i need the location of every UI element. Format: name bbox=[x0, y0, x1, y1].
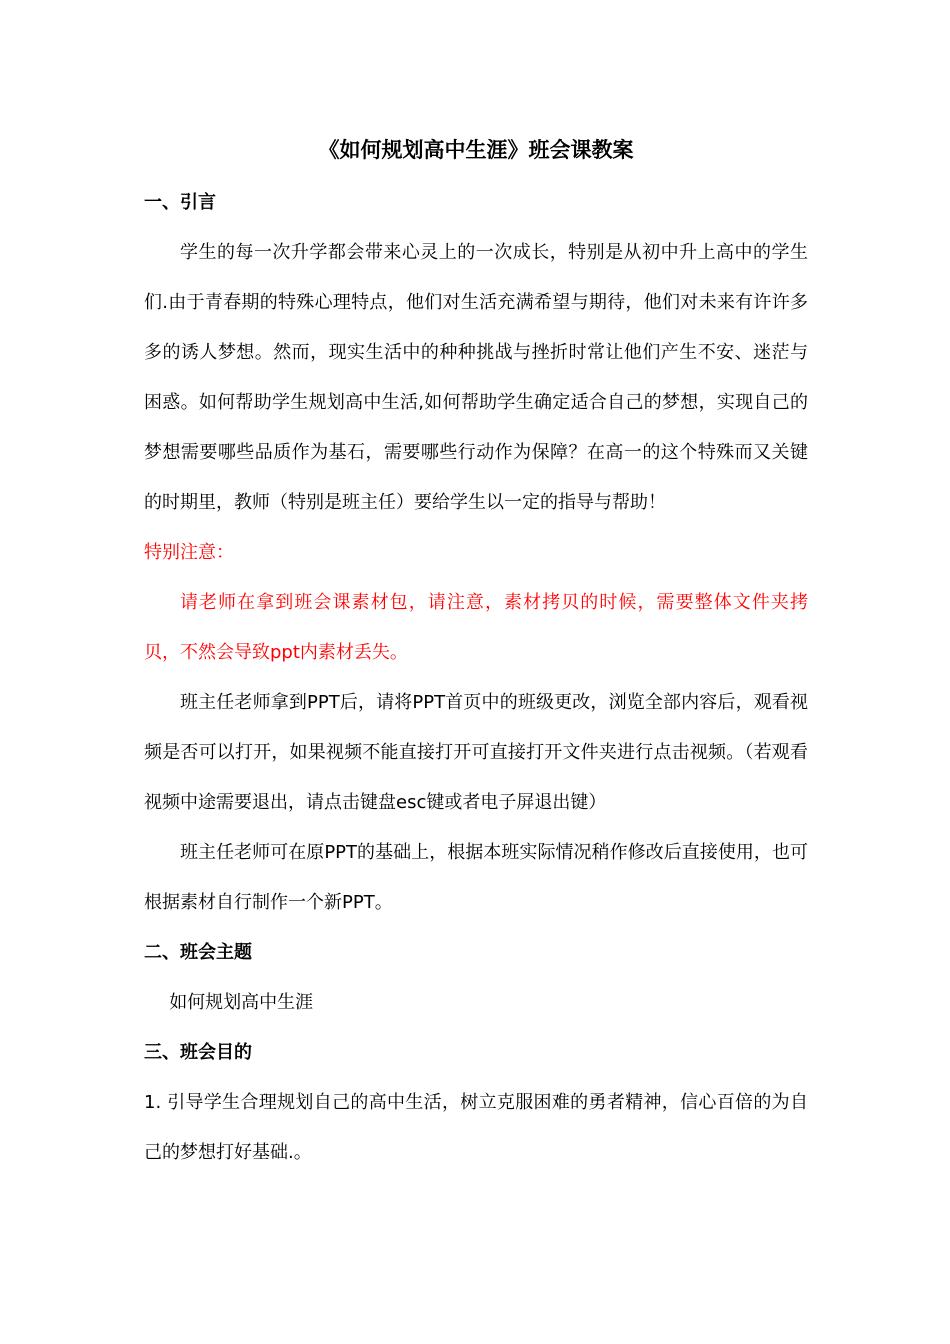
theme-text: 如何规划高中生涯 bbox=[169, 992, 314, 1013]
document-body bbox=[144, 128, 808, 1178]
notice-text: 请老师在拿到班会课素材包，请注意，素材拷贝的时候，需要整体文件夹拷贝，不然会导致ppt内素材丢失。 bbox=[144, 592, 808, 663]
section-heading-intro: 一、引言 bbox=[144, 192, 216, 213]
section-heading-purpose: 三、班会目的 bbox=[144, 1042, 252, 1063]
intro-paragraph: 学生的每一次升学都会带来心灵上的一次成长，特别是从初中升上高中的学生们.由于青春期的特殊心理特点，他们对生活充满希望与期待，他们对未来有许许多多的诱人梦想。然而，现实生活中的种种挑战与挫折时常让他们产生不安、迷茫与困惑。如何帮助学生规划高中生活,如何帮助学生确定适合自己的梦想，实现自己的梦想需要哪些品质作为基石，需要哪些行动作为保障？在高一的这个特殊而又关键的时期里，教师（特别是班主任）要给学生以一定的指导与帮助！ bbox=[144, 242, 808, 513]
purpose-item: 1. 引导学生合理规划自己的高中生活，树立克服困难的勇者精神，信心百倍的为自己的梦想打好基础.。 bbox=[144, 1092, 808, 1163]
document-title: 《如何规划高中生涯》班会课教案 bbox=[318, 138, 634, 162]
section-heading-theme: 二、班会主题 bbox=[144, 942, 252, 963]
instruction-paragraph: 班主任老师拿到PPT后，请将PPT首页中的班级更改，浏览全部内容后，观看视频是否可以打开，如果视频不能直接打开可直接打开文件夹进行点击视频。（若观看视频中途需要退出，请点击键盘esc键或者电子屏退出键） bbox=[144, 692, 808, 813]
instruction-paragraph: 班主任老师可在原PPT的基础上，根据本班实际情况稍作修改后直接使用，也可根据素材自行制作一个新PPT。 bbox=[144, 842, 808, 913]
notice-label: 特别注意： bbox=[144, 542, 234, 563]
